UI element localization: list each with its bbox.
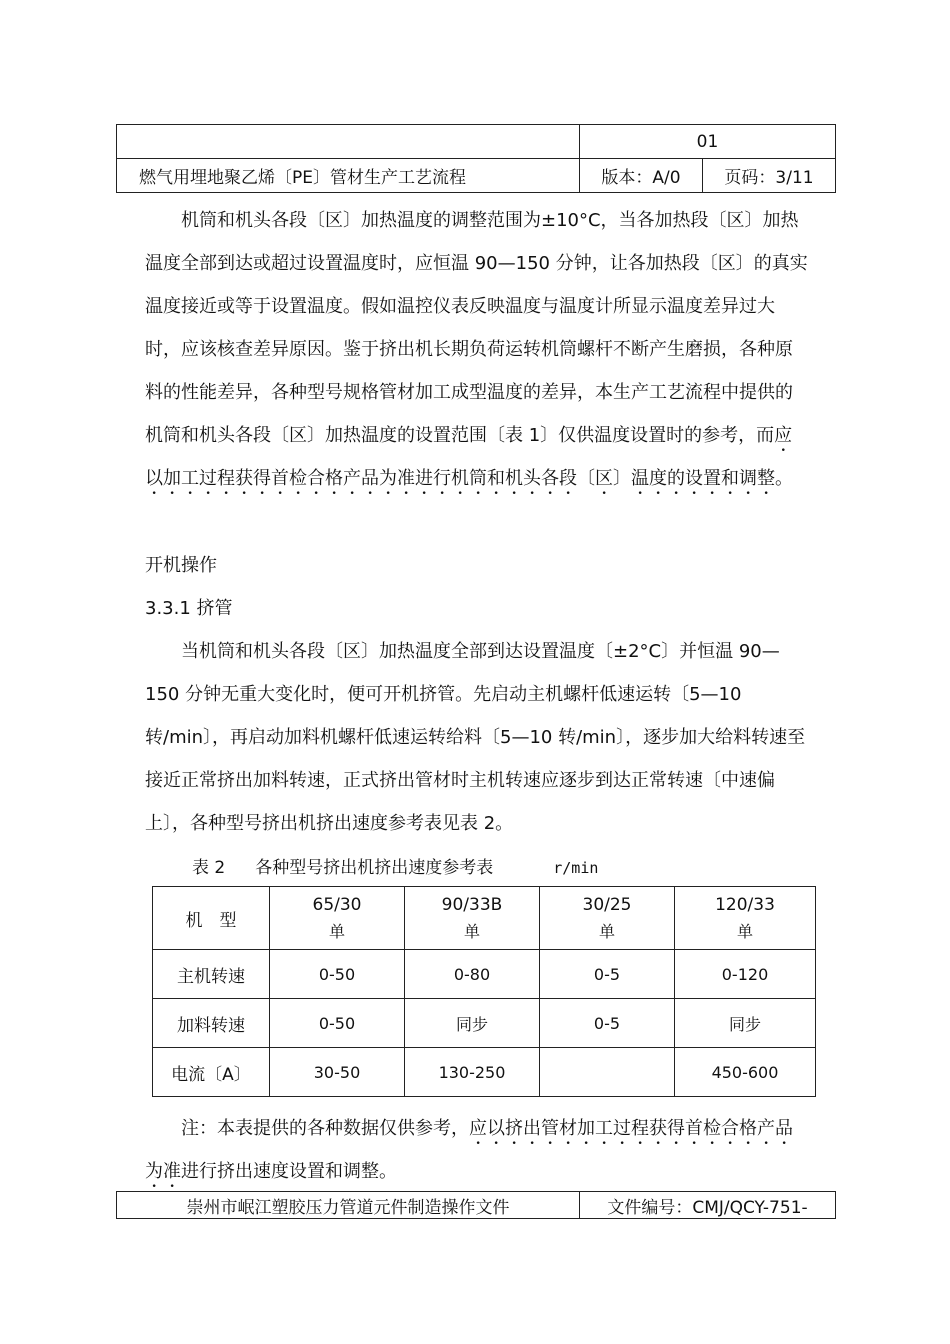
table-row [153, 950, 816, 999]
table-cell: 0-50 [270, 950, 405, 999]
table-cell: 450-600 [675, 1048, 816, 1097]
emphasis-text: 应以挤出管材加工过程获得首检合格产品为准 [145, 1118, 793, 1182]
column-header: 90/33B 单 [405, 887, 540, 950]
row-label: 加料转速 [153, 999, 270, 1048]
subsection-heading: 3.3.1 挤管 [145, 598, 233, 619]
table-row [153, 1048, 816, 1097]
extrusion-speed-table [152, 886, 816, 1097]
paragraph-extrusion: 当机筒和机头各段〔区〕加热温度全部到达设置温度〔±2°C〕并恒温 90—150 分钟无重大变化时，便可开机挤管。先启动主机螺杆低速运转〔5—10 转/min〕，再启动加料机螺杆低速运转给料〔5—10 转/min〕，逐步加大给料转速至接近正常挤出加料转速，正式挤出管材时主机转速应逐步到达正常转速〔中速偏上〕，各种型号挤出机挤出速度参考表见表 2。 [145, 641, 806, 834]
document-header [116, 124, 836, 193]
table-cell: 同步 [675, 999, 816, 1048]
file-number: 文件编号：CMJ/QCY-751- [580, 1192, 836, 1219]
table-cell: 0-120 [675, 950, 816, 999]
header-blank-cell [117, 125, 580, 159]
table-cell: 同步 [405, 999, 540, 1048]
table-unit: r/min [553, 859, 599, 877]
version-cell: 版本：A/0 [580, 159, 703, 193]
table-number: 表 2 [192, 858, 226, 878]
table-caption [192, 853, 598, 878]
section-heading: 开机操作 [145, 555, 217, 576]
table-cell [540, 1048, 675, 1097]
table-cell: 0-50 [270, 999, 405, 1048]
table-cell: 130-250 [405, 1048, 540, 1097]
table-title: 各种型号挤出机挤出速度参考表 [255, 858, 494, 878]
table-cell: 30-50 [270, 1048, 405, 1097]
column-header: 120/33 单 [675, 887, 816, 950]
document-title: 燃气用埋地聚乙烯〔PE〕管材生产工艺流程 [117, 159, 580, 193]
document-footer [116, 1191, 836, 1219]
table-row [153, 999, 816, 1048]
column-header: 65/30 单 [270, 887, 405, 950]
table-note: 注：本表提供的各种数据仅供参考，应以挤出管材加工过程获得首检合格产品为准进行挤出速度设置和调整。 [145, 1118, 793, 1182]
emphasis-text: 应以加工过程获得首检合格产品为准进行机筒和机头各段〔区〕温度的设置和调整 [145, 425, 793, 489]
table-cell: 0-5 [540, 999, 675, 1048]
row-label: 电流〔A〕 [153, 1048, 270, 1097]
company-name: 崇州市岷江塑胶压力管道元件制造操作文件 [117, 1192, 580, 1219]
page-number-cell: 页码：3/11 [703, 159, 836, 193]
row-label: 主机转速 [153, 950, 270, 999]
column-header: 30/25 单 [540, 887, 675, 950]
paragraph-temperature: 机筒和机头各段〔区〕加热温度的调整范围为±10°C，当各加热段〔区〕加热温度全部到达或超过设置温度时，应恒温 90—150 分钟，让各加热段〔区〕的真实温度接近或等于设置温度。假如温控仪表反映温度与温度计所显示温度差异过大时，应该核查差异原因。鉴于挤出机长期负荷运转机筒螺杆不断产生磨损，各种原料的性能差异，各种型号规格管材加工成型温度的差异，本生产工艺流程中提供的机筒和机头各段〔区〕加热温度的设置范围〔表 1〕仅供温度设置时的参考，而应以加工过程获得首检合格产品为准进行机筒和机头各段〔区〕温度的设置和调整。 [145, 210, 808, 489]
header-label: 机 型 [153, 887, 270, 950]
table-cell: 0-80 [405, 950, 540, 999]
table-cell: 0-5 [540, 950, 675, 999]
header-doc-number: 01 [580, 125, 836, 159]
table-header-row [153, 887, 816, 950]
